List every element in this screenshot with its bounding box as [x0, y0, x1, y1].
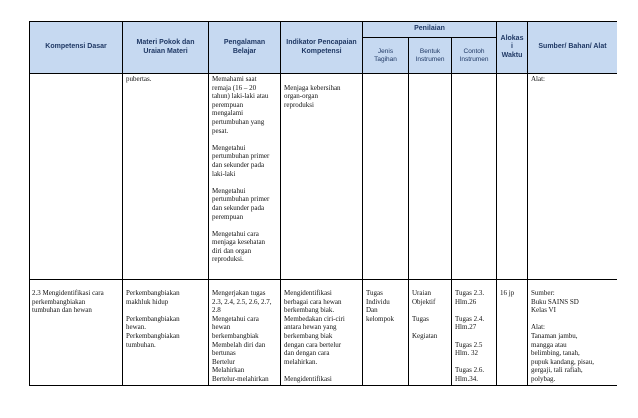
text-line: Membedakan ciri-ciri	[284, 314, 345, 323]
text-line: Individu	[366, 297, 390, 306]
cell-pengalaman	[209, 280, 281, 386]
text-line: Kegiatan	[412, 331, 438, 340]
text-line: tumbuhan.	[126, 340, 156, 349]
text-line: hewan	[212, 323, 231, 332]
cell-materi	[123, 74, 209, 280]
blank-line	[455, 306, 493, 315]
text-line: melahirkan.	[284, 357, 318, 366]
cell-jenis	[363, 74, 409, 280]
cell-sumber	[528, 74, 618, 280]
cell-pengalaman	[209, 74, 281, 280]
blank-line	[366, 75, 405, 84]
text-line: laki-laki	[212, 169, 236, 178]
text-line: Buku SAINS SD	[531, 297, 579, 306]
text-line: perkembangbiakan	[32, 297, 86, 306]
blank-line	[455, 75, 493, 84]
blank-line	[33, 75, 119, 84]
text-line: berkembang biak.	[284, 306, 335, 315]
text-line: organ-organ	[284, 92, 318, 101]
text-line: 2.3 Mengidentifikasi cara	[32, 289, 104, 297]
text-line: berbagai cara hewan	[284, 297, 342, 306]
text-line: tahun) laki-laki atau	[212, 92, 269, 101]
text-line: Alat:	[531, 323, 545, 332]
cell-alokasi	[497, 280, 528, 386]
blank-line	[455, 358, 493, 367]
blank-line	[500, 75, 524, 84]
header-pengalaman-belajar: Pengalaman Belajar	[209, 22, 281, 74]
table-row	[30, 74, 618, 280]
blank-line	[212, 135, 277, 144]
blank-line	[212, 178, 277, 187]
header-alokasi-waktu: Alokasi Waktu	[497, 22, 528, 74]
text-line: Mengetahui cara	[212, 229, 259, 238]
text-line: pupuk kandang, pisau,	[531, 357, 594, 366]
text-line: Melahirkan	[212, 366, 245, 375]
text-line: dan dengan cara	[284, 349, 330, 358]
text-line: menjaga kesehatan	[212, 238, 266, 247]
blank-line	[412, 323, 448, 332]
text-line: polybag.	[531, 374, 556, 383]
text-line: perempuan	[212, 100, 244, 109]
text-line: dengan cara bertelur	[284, 340, 342, 349]
text-line: Tugas 2.4.	[455, 314, 485, 323]
text-line: Alat:	[531, 75, 545, 83]
text-line: Mengerjakan tugas	[212, 289, 266, 297]
cell-indikator	[281, 74, 363, 280]
text-line: Bertelur-melahirkan	[212, 374, 269, 383]
blank-line	[412, 75, 448, 84]
blank-line	[126, 306, 205, 315]
text-line: Mengidentifikasi	[284, 374, 332, 383]
syllabus-table	[29, 21, 617, 386]
text-line: reproduksi	[284, 100, 314, 109]
blank-line	[531, 315, 614, 324]
text-line: Mengetahui cara	[212, 314, 259, 323]
text-line: kelompok	[366, 314, 394, 323]
text-line: Kelas VI	[531, 306, 556, 315]
text-line: pesat.	[212, 126, 229, 135]
text-line: makhluk hidup	[126, 297, 169, 306]
text-line: Perkembangbiakan	[126, 289, 180, 297]
text-line: Objektif	[412, 297, 436, 306]
text-line: Dan	[366, 306, 378, 315]
text-line: antara hewan yang	[284, 323, 337, 332]
cell-contoh	[452, 280, 497, 386]
cell-kompetensi	[30, 280, 123, 386]
cell-sumber	[528, 280, 618, 386]
blank-line	[455, 332, 493, 341]
text-line: pertumbuhan primer	[212, 152, 270, 161]
text-line: mangga atau	[531, 340, 567, 349]
text-line: Mengetahui	[212, 186, 246, 195]
cell-materi	[123, 280, 209, 386]
text-line: belimbing, tanah,	[531, 349, 580, 358]
text-line: berkembang biak	[284, 331, 333, 340]
text-line: bertunas	[212, 349, 236, 358]
cell-contoh	[452, 74, 497, 280]
text-line: perempuan	[212, 212, 244, 221]
text-line: 2.8	[212, 306, 221, 315]
text-line: Tugas	[366, 289, 383, 297]
text-line: Uraian	[412, 289, 432, 297]
text-line: Hlm.26	[455, 297, 477, 306]
text-line: pubertas.	[126, 75, 152, 83]
text-line: Membelah diri dan	[212, 340, 266, 349]
text-line: Mengetahui	[212, 143, 246, 152]
text-line: remaja (16 – 20	[212, 83, 257, 92]
cell-kompetensi	[30, 74, 123, 280]
cell-bentuk	[409, 280, 452, 386]
text-line: Hlm.27	[455, 323, 477, 332]
text-line: gergaji, tali rafiah,	[531, 366, 583, 375]
blank-line	[284, 75, 359, 84]
header-penilaian: Penilaian	[363, 22, 497, 38]
text-line: Menjaga kebersihan	[284, 83, 341, 92]
header-contoh-instrumen: Contoh Instrumen	[452, 38, 497, 74]
text-line: Hlm.34.	[455, 374, 478, 383]
text-line: Bertelur	[212, 357, 235, 366]
text-line: dan sekunder pada	[212, 160, 265, 169]
text-line: Hlm. 32	[455, 349, 478, 358]
text-line: Tugas 2.5	[455, 340, 483, 349]
cell-bentuk	[409, 74, 452, 280]
text-line: Tugas	[412, 314, 429, 323]
table-row	[30, 280, 618, 386]
blank-line	[412, 306, 448, 315]
blank-line	[212, 221, 277, 230]
text-line: hewan.	[126, 323, 147, 332]
text-line: 16 jp	[500, 289, 515, 297]
header-sumber: Sumber/ Bahan/ Alat	[528, 22, 618, 74]
text-line: 2.3, 2.4, 2.5, 2.6, 2.7,	[212, 297, 272, 306]
header-bentuk-instrumen: Bentuk Instrumen	[409, 38, 452, 74]
header-indikator: Indikator Pencapaian Kompetensi	[281, 22, 363, 74]
blank-line	[284, 366, 359, 375]
text-line: Tugas 2.3.	[455, 289, 485, 297]
text-line: berkembangbiak	[212, 331, 259, 340]
text-line: Perkembangbiakan	[126, 331, 180, 340]
text-line: Tanaman jambu,	[531, 331, 578, 340]
text-line: pertumbuhan primer	[212, 195, 270, 204]
header-jenis-tagihan: Jenis Tagihan	[363, 38, 409, 74]
cell-jenis	[363, 280, 409, 386]
text-line: Perkembangbiakan	[126, 314, 180, 323]
text-line: Sumber:	[531, 289, 555, 297]
syllabus-page	[29, 21, 617, 418]
cell-alokasi	[497, 74, 528, 280]
text-line: Mengidentifikasi	[284, 289, 332, 297]
text-line: Tugas 2.6.	[455, 366, 485, 375]
text-line: reproduksi.	[212, 255, 244, 264]
text-line: mengalami	[212, 109, 244, 118]
text-line: pertumbuhan yang	[212, 117, 265, 126]
header-kompetensi-dasar: Kompetensi Dasar	[30, 22, 123, 74]
header-materi-pokok: Materi Pokok dan Uraian Materi	[123, 22, 209, 74]
text-line: dan sekunder pada	[212, 203, 265, 212]
text-line: Memahami saat	[212, 75, 257, 83]
cell-indikator	[281, 280, 363, 386]
text-line: diri dan organ	[212, 246, 252, 255]
text-line: tumbuhan dan hewan	[32, 306, 92, 315]
